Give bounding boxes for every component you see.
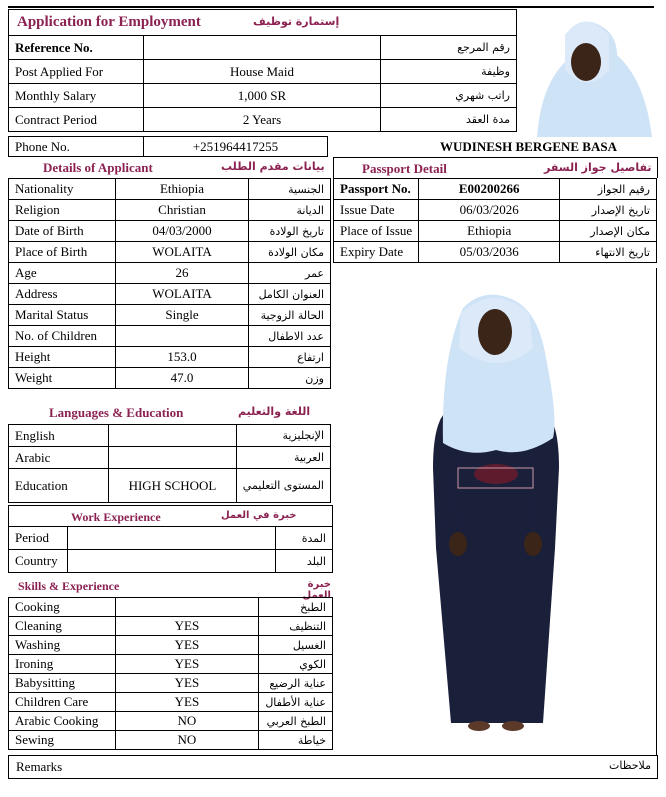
details-row: [9, 368, 331, 389]
details-heading-ar: بيانات مقدم الطلب: [221, 160, 325, 173]
details-value: 26: [116, 263, 249, 284]
top-info-value: 2 Years: [144, 108, 381, 132]
skills-label-ar: الطبخ: [259, 598, 333, 617]
top-info-label: Contract Period: [9, 108, 144, 132]
title-en: Application for Employment: [17, 14, 201, 30]
work-table: [8, 526, 333, 573]
details-label: Address: [9, 284, 116, 305]
phone-value: +251964417255: [144, 137, 328, 157]
skills-label-ar: التنظيف: [259, 617, 333, 636]
skills-value: YES: [115, 617, 259, 636]
details-label-ar: ارتفاع: [249, 347, 331, 368]
languages-value: HIGH SCHOOL: [109, 469, 237, 503]
skills-label: Cleaning: [9, 617, 116, 636]
top-info-value: [144, 36, 381, 60]
top-info-table: [8, 35, 517, 132]
top-info-row: [9, 60, 517, 84]
top-info-label-ar: راتب شهري: [381, 84, 517, 108]
details-row: [9, 221, 331, 242]
passport-row: [334, 242, 657, 263]
details-row: [9, 326, 331, 347]
details-label: Religion: [9, 200, 116, 221]
skills-row: [9, 693, 333, 712]
skills-table: [8, 597, 333, 750]
details-value: Ethiopia: [116, 179, 249, 200]
passport-label-ar: رقيم الجواز: [560, 179, 657, 200]
skills-label: Arabic Cooking: [9, 712, 116, 731]
title-ar: إستمارة توظيف: [253, 15, 340, 28]
skills-label: Cooking: [9, 598, 116, 617]
top-info-row: [9, 108, 517, 132]
skills-value: YES: [115, 636, 259, 655]
passport-label: Issue Date: [334, 200, 419, 221]
details-label: Age: [9, 263, 116, 284]
skills-value: [115, 598, 259, 617]
passport-heading: [333, 157, 658, 178]
skills-row: [9, 731, 333, 750]
skills-label-ar: خياطة: [259, 731, 333, 750]
details-heading-en: Details of Applicant: [43, 160, 153, 175]
work-heading: [8, 505, 333, 526]
details-label-ar: مكان الولادة: [249, 242, 331, 263]
details-label: Date of Birth: [9, 221, 116, 242]
languages-heading-ar: اللغة والتعليم: [238, 405, 311, 418]
top-info-label-ar: وظيفة: [381, 60, 517, 84]
languages-label: Education: [9, 469, 109, 503]
passport-row: [334, 221, 657, 242]
passport-value: 05/03/2036: [419, 242, 560, 263]
top-info-row: [9, 36, 517, 60]
languages-value: [109, 425, 237, 447]
top-info-label: Monthly Salary: [9, 84, 144, 108]
passport-label-ar: تاريخ الانتهاء: [560, 242, 657, 263]
details-label: Weight: [9, 368, 116, 389]
work-label: Period: [9, 527, 68, 550]
languages-heading-en: Languages & Education: [49, 405, 184, 420]
skills-label-ar: الغسيل: [259, 636, 333, 655]
details-label-ar: العنوان الكامل: [249, 284, 331, 305]
languages-heading: [8, 402, 331, 422]
passport-row: [334, 179, 657, 200]
languages-label-ar: الإنجليزية: [236, 425, 330, 447]
work-heading-ar: خبرة في العمل: [221, 510, 297, 521]
details-label-ar: عدد الاطفال: [249, 326, 331, 347]
details-label-ar: الحالة الزوجية: [249, 305, 331, 326]
skills-value: NO: [115, 712, 259, 731]
work-label: Country: [9, 550, 68, 573]
passport-row: [334, 200, 657, 221]
passport-label-ar: تاريخ الإصدار: [560, 200, 657, 221]
top-border: [8, 0, 654, 8]
skills-row: [9, 712, 333, 731]
details-label: Marital Status: [9, 305, 116, 326]
top-info-row: [9, 84, 517, 108]
top-info-label: Post Applied For: [9, 60, 144, 84]
portrait-photo: [517, 10, 656, 137]
passport-value: E00200266: [419, 179, 560, 200]
details-value: 153.0: [116, 347, 249, 368]
details-label: Height: [9, 347, 116, 368]
work-heading-en: Work Experience: [71, 510, 161, 524]
languages-label: Arabic: [9, 447, 109, 469]
languages-table: [8, 424, 331, 503]
skills-row: [9, 674, 333, 693]
remarks-label-en: Remarks: [16, 759, 63, 774]
skills-label: Sewing: [9, 731, 116, 750]
details-row: [9, 242, 331, 263]
work-row: [9, 550, 333, 573]
skills-heading-ar: خبرة العمل: [302, 579, 331, 601]
details-label-ar: الجنسية: [249, 179, 331, 200]
work-value: [68, 550, 276, 573]
skills-row: [9, 617, 333, 636]
details-row: [9, 179, 331, 200]
skills-label-ar: عناية الرضيع: [259, 674, 333, 693]
languages-label-ar: المستوى التعليمي: [236, 469, 330, 503]
details-value: [116, 326, 249, 347]
skills-label: Children Care: [9, 693, 116, 712]
passport-heading-en: Passport Detail: [362, 161, 447, 176]
skills-row: [9, 598, 333, 617]
work-row: [9, 527, 333, 550]
details-value: Single: [116, 305, 249, 326]
skills-label-ar: الطبخ العربي: [259, 712, 333, 731]
details-row: [9, 305, 331, 326]
details-label: No. of Children: [9, 326, 116, 347]
details-label-ar: وزن: [249, 368, 331, 389]
details-value: WOLAITA: [116, 242, 249, 263]
phone-table: [8, 136, 328, 157]
skills-row: [9, 636, 333, 655]
skills-row: [9, 655, 333, 674]
work-label-ar: البلد: [276, 550, 333, 573]
skills-label-ar: عناية الأطفال: [259, 693, 333, 712]
details-row: [9, 263, 331, 284]
top-info-value: 1,000 SR: [144, 84, 381, 108]
passport-label: Place of Issue: [334, 221, 419, 242]
details-label-ar: تاريخ الولادة: [249, 221, 331, 242]
languages-row: [9, 425, 331, 447]
passport-value: Ethiopia: [419, 221, 560, 242]
work-value: [68, 527, 276, 550]
skills-label: Ironing: [9, 655, 116, 674]
details-value: Christian: [116, 200, 249, 221]
details-label: Nationality: [9, 179, 116, 200]
skills-label-ar: الكوي: [259, 655, 333, 674]
skills-value: YES: [115, 693, 259, 712]
remarks-label-ar: ملاحظات: [609, 759, 651, 772]
details-label-ar: الديانة: [249, 200, 331, 221]
details-value: 04/03/2000: [116, 221, 249, 242]
top-info-label-ar: رقم المرجع: [381, 36, 517, 60]
details-label-ar: عمر: [249, 263, 331, 284]
details-row: [9, 347, 331, 368]
skills-heading: [8, 576, 331, 601]
details-value: 47.0: [116, 368, 249, 389]
passport-label: Expiry Date: [334, 242, 419, 263]
languages-row: [9, 447, 331, 469]
skills-heading-en: Skills & Experience: [18, 579, 120, 593]
top-info-label-ar: مدة العقد: [381, 108, 517, 132]
applicant-name: WUDINESH BERGENE BASA: [440, 139, 617, 154]
details-heading: [8, 157, 331, 177]
passport-table: [333, 178, 657, 263]
languages-label-ar: العربية: [236, 447, 330, 469]
passport-heading-ar: تفاصيل جواز السفر: [544, 161, 652, 174]
top-info-label: Reference No.: [9, 36, 144, 60]
skills-value: NO: [115, 731, 259, 750]
passport-label: Passport No.: [334, 179, 419, 200]
details-table: [8, 178, 331, 389]
skills-label: Washing: [9, 636, 116, 655]
details-value: WOLAITA: [116, 284, 249, 305]
skills-value: YES: [115, 674, 259, 693]
languages-value: [109, 447, 237, 469]
title-bar: [8, 9, 517, 36]
top-info-value: House Maid: [144, 60, 381, 84]
full-body-photo: [333, 268, 657, 755]
skills-label: Babysitting: [9, 674, 116, 693]
details-row: [9, 284, 331, 305]
passport-value: 06/03/2026: [419, 200, 560, 221]
phone-label: Phone No.: [9, 137, 144, 157]
skills-value: YES: [115, 655, 259, 674]
languages-row: [9, 469, 331, 503]
remarks-row: [8, 755, 658, 779]
details-label: Place of Birth: [9, 242, 116, 263]
languages-label: English: [9, 425, 109, 447]
work-label-ar: المدة: [276, 527, 333, 550]
details-row: [9, 200, 331, 221]
passport-label-ar: مكان الإصدار: [560, 221, 657, 242]
